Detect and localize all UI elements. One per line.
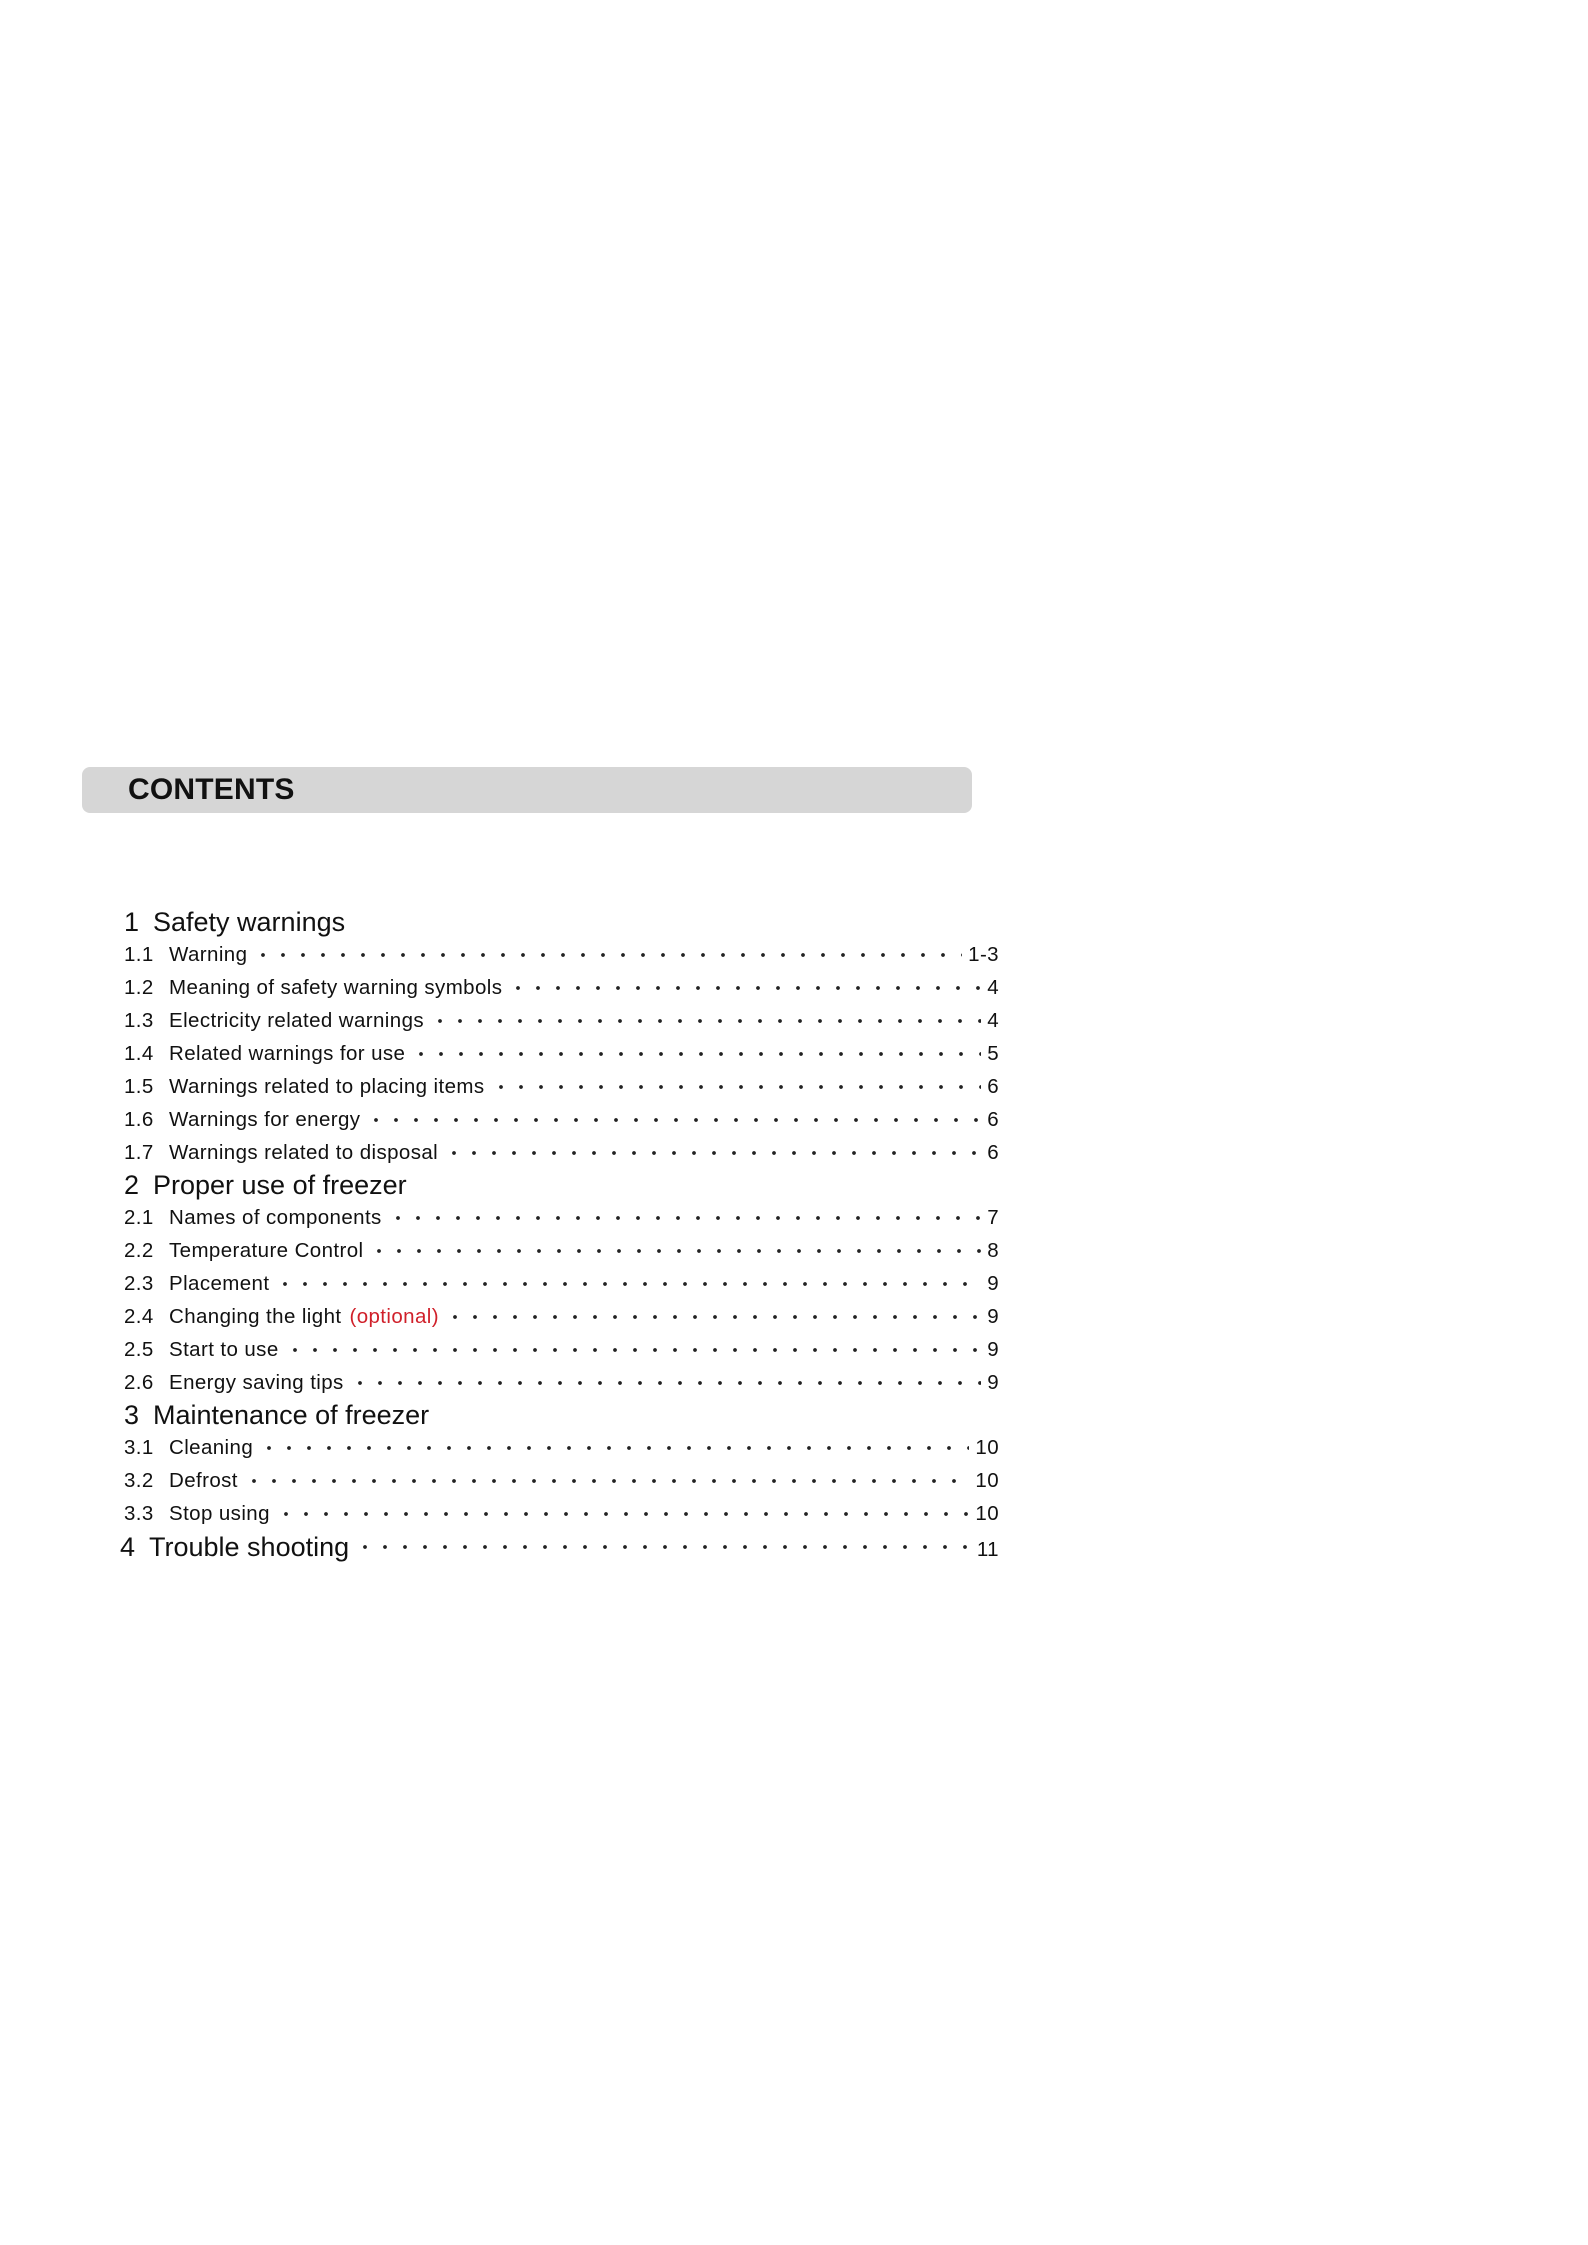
dot-leader	[285, 1347, 981, 1353]
entry-number: 1.4	[124, 1042, 154, 1065]
toc-entry-4[interactable]	[120, 1530, 999, 1564]
dot-leader	[508, 985, 981, 991]
toc-entry-2-1[interactable]	[124, 1201, 999, 1234]
toc-entry-1-7[interactable]	[124, 1136, 999, 1169]
dot-leader	[350, 1380, 981, 1386]
entry-number: 2.1	[124, 1206, 154, 1229]
section-label: Maintenance of freezer	[153, 1400, 430, 1430]
entry-number: 3.1	[124, 1436, 154, 1459]
toc-entry-2-2[interactable]	[124, 1234, 999, 1267]
entry-page: 6	[987, 1075, 999, 1098]
entry-page: 9	[987, 1371, 999, 1394]
dot-leader	[366, 1117, 981, 1123]
entry-number: 2.5	[124, 1338, 154, 1361]
section-number: 3	[124, 1400, 140, 1430]
entry-number: 1.5	[124, 1075, 154, 1098]
toc-entry-1-1[interactable]	[124, 938, 999, 971]
section-title[interactable]	[124, 906, 999, 938]
toc-entry-3-2[interactable]	[124, 1464, 999, 1497]
toc-section-3	[124, 1399, 999, 1530]
contents-header-bar	[82, 767, 972, 813]
entry-number: 3.3	[124, 1502, 154, 1525]
toc-entry-2-3[interactable]	[124, 1267, 999, 1300]
dot-leader	[430, 1018, 981, 1024]
toc-entry-2-4[interactable]	[124, 1300, 999, 1333]
entry-number: 1.1	[124, 943, 154, 966]
entry-page: 9	[987, 1272, 999, 1295]
entry-number: 2.4	[124, 1305, 154, 1328]
dot-leader	[244, 1478, 970, 1484]
entry-page: 10	[975, 1502, 999, 1525]
entry-label: Warnings related to disposal	[169, 1141, 439, 1164]
section-title[interactable]	[124, 1169, 999, 1201]
entry-label: Warnings related to placing items	[169, 1075, 485, 1098]
entry-label: Warning	[169, 943, 248, 966]
entry-label: Electricity related warnings	[169, 1009, 425, 1032]
entry-number: 2.3	[124, 1272, 154, 1295]
entry-label: Defrost	[169, 1469, 238, 1492]
dot-leader	[411, 1051, 981, 1057]
entry-label: Trouble shooting	[149, 1532, 350, 1562]
dot-leader	[355, 1544, 971, 1550]
entry-page: 9	[987, 1338, 999, 1361]
entry-page: 4	[987, 976, 999, 999]
entry-label: Energy saving tips	[169, 1371, 344, 1394]
dot-leader	[259, 1445, 969, 1451]
toc-entry-1-4[interactable]	[124, 1037, 999, 1070]
entry-label: Names of components	[169, 1206, 382, 1229]
entry-label: Stop using	[169, 1502, 270, 1525]
entry-label: Changing the light	[169, 1305, 342, 1328]
entry-page: 1-3	[968, 943, 999, 966]
entry-page: 4	[987, 1009, 999, 1032]
dot-leader	[388, 1215, 981, 1221]
section-label: Proper use of freezer	[153, 1170, 407, 1200]
entry-label: Placement	[169, 1272, 270, 1295]
dot-leader	[253, 952, 962, 958]
entry-page: 8	[987, 1239, 999, 1262]
toc-entry-3-3[interactable]	[124, 1497, 999, 1530]
entry-number: 2.6	[124, 1371, 154, 1394]
entry-label: Cleaning	[169, 1436, 254, 1459]
entry-page: 6	[987, 1141, 999, 1164]
entry-label: Temperature Control	[169, 1239, 364, 1262]
dot-leader	[369, 1248, 981, 1254]
toc-entry-1-6[interactable]	[124, 1103, 999, 1136]
section-label: Safety warnings	[153, 907, 346, 937]
entry-label: Related warnings for use	[169, 1042, 406, 1065]
dot-leader	[444, 1150, 981, 1156]
entry-label: Warnings for energy	[169, 1108, 361, 1131]
toc-entry-2-6[interactable]	[124, 1366, 999, 1399]
dot-leader	[275, 1281, 981, 1287]
toc-entry-2-5[interactable]	[124, 1333, 999, 1366]
table-of-contents	[120, 906, 999, 1564]
toc-section-2	[124, 1169, 999, 1399]
entry-label: Start to use	[169, 1338, 279, 1361]
entry-number: 3.2	[124, 1469, 154, 1492]
page-title: CONTENTS	[128, 773, 295, 806]
dot-leader	[445, 1314, 981, 1320]
entry-page: 9	[987, 1305, 999, 1328]
entry-number: 2.2	[124, 1239, 154, 1262]
optional-note: (optional)	[349, 1305, 439, 1328]
entry-number: 1.3	[124, 1009, 154, 1032]
entry-page: 10	[975, 1436, 999, 1459]
toc-section-1	[124, 906, 999, 1169]
toc-entry-1-3[interactable]	[124, 1004, 999, 1037]
entry-number: 1.2	[124, 976, 154, 999]
toc-entry-1-2[interactable]	[124, 971, 999, 1004]
entry-page: 10	[975, 1469, 999, 1492]
entry-page: 7	[987, 1206, 999, 1229]
toc-entry-1-5[interactable]	[124, 1070, 999, 1103]
toc-entry-3-1[interactable]	[124, 1431, 999, 1464]
entry-page: 5	[987, 1042, 999, 1065]
entry-label: Meaning of safety warning symbols	[169, 976, 503, 999]
entry-page: 11	[976, 1538, 999, 1561]
dot-leader	[491, 1084, 981, 1090]
dot-leader	[276, 1511, 970, 1517]
entry-page: 6	[987, 1108, 999, 1131]
entry-number: 4	[120, 1532, 136, 1562]
section-number: 1	[124, 907, 140, 937]
section-number: 2	[124, 1170, 140, 1200]
section-title[interactable]	[124, 1399, 999, 1431]
entry-number: 1.7	[124, 1141, 154, 1164]
entry-number: 1.6	[124, 1108, 154, 1131]
